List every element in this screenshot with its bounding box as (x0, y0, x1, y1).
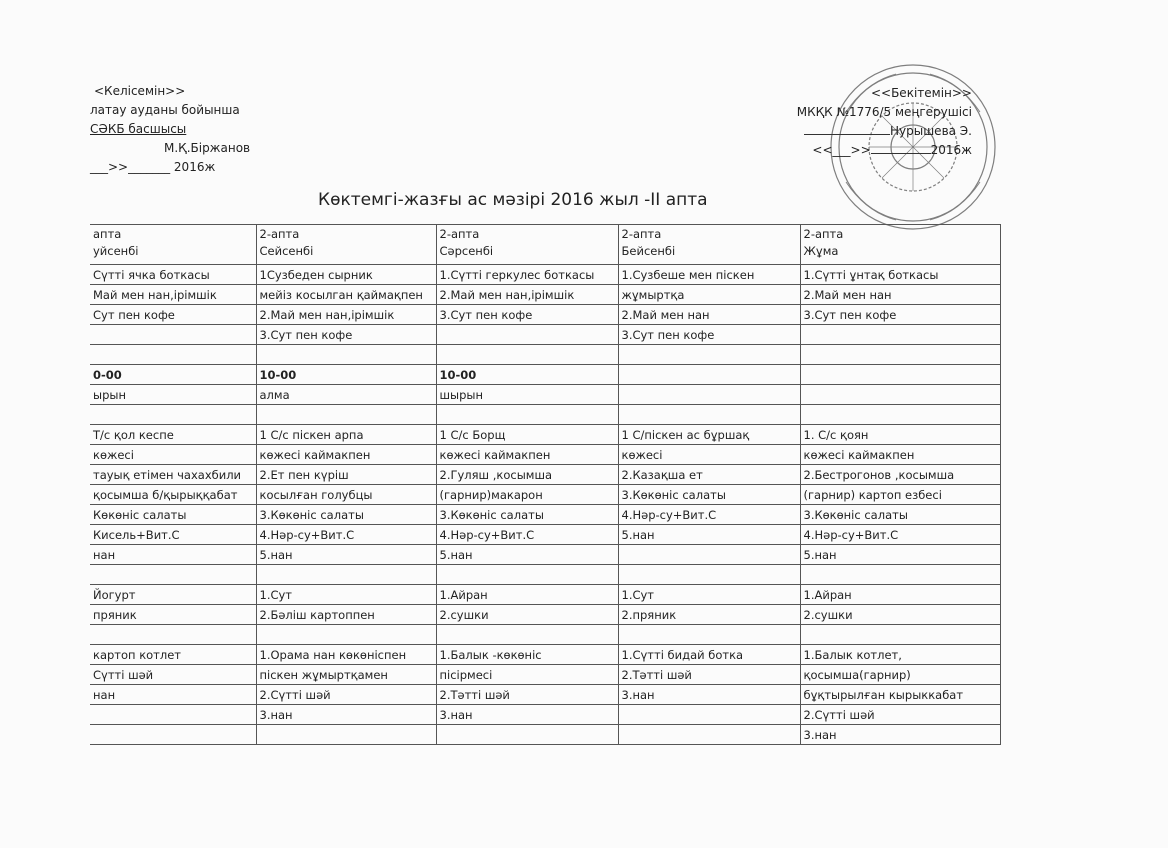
table-cell (90, 565, 256, 585)
table-cell: 2.Май мен нан,ірімшік (256, 305, 436, 325)
table-cell: 3.нан (256, 705, 436, 725)
table-cell: жұмыртқа (618, 285, 800, 305)
table-row (90, 505, 1000, 525)
table-cell: 3.нан (800, 725, 1000, 745)
table-row (90, 685, 1000, 705)
approval-right-date (776, 141, 972, 160)
week-label: апта (93, 227, 122, 241)
table-cell: 1.Сузбеше мен піскен (618, 265, 800, 285)
table-cell (256, 625, 436, 645)
week-label: 2-апта (803, 227, 844, 241)
table-cell: 1 С/піскен ас бұршақ (618, 425, 800, 445)
approval-right-signatory: Нурышева Э. (889, 124, 972, 138)
table-cell: алма (256, 385, 436, 405)
table-cell (256, 345, 436, 365)
table-row (90, 265, 1000, 285)
table-row (90, 305, 1000, 325)
table-cell: 2.Тәтті шәй (618, 665, 800, 685)
table-cell: 1.Балык котлет, (800, 645, 1000, 665)
table-cell: 10-00 (256, 365, 436, 385)
table-cell: 1Сузбеден сырник (256, 265, 436, 285)
table-row (90, 625, 1000, 645)
day-label: Сейсенбі (259, 244, 314, 258)
table-cell: 1. С/с қоян (800, 425, 1000, 445)
column-header (256, 225, 436, 265)
table-row (90, 605, 1000, 625)
table-cell: Май мен нан,ірімшік (90, 285, 256, 305)
table-cell: 4.Нәр-су+Вит.С (436, 525, 618, 545)
column-header (618, 225, 800, 265)
table-cell: 1 С/с піскен арпа (256, 425, 436, 445)
table-cell: 2.пряник (618, 605, 800, 625)
table-cell: 3.Сут пен кофе (800, 305, 1000, 325)
table-cell: 1.Сут (256, 585, 436, 605)
menu-table-body (90, 225, 1000, 745)
table-cell: көжесі (618, 445, 800, 465)
table-row (90, 445, 1000, 465)
table-row (90, 285, 1000, 305)
table-cell: 1.Сүтті бидай ботка (618, 645, 800, 665)
day-label: Жұма (803, 244, 839, 258)
approval-right-line-1: <<Бекітемін>> (870, 86, 972, 100)
table-cell: 2.сушки (800, 605, 1000, 625)
table-cell: 2.Ет пен күріш (256, 465, 436, 485)
table-header-row (90, 225, 1000, 265)
table-cell (618, 625, 800, 645)
table-cell: 1.Балык -көкөніс (436, 645, 618, 665)
table-row (90, 345, 1000, 365)
table-cell: пряник (90, 605, 256, 625)
table-cell (90, 725, 256, 745)
table-cell: косылған голубцы (256, 485, 436, 505)
table-cell: 3.Сут пен кофе (436, 305, 618, 325)
document-title: Көктемгі-жазғы ас мәзірі 2016 жыл -ІІ апта (318, 190, 708, 210)
table-cell: 4.Нәр-су+Вит.С (618, 505, 800, 525)
table-cell: Көкөніс салаты (90, 505, 256, 525)
table-cell: Кисель+Вит.С (90, 525, 256, 545)
table-cell: 5.нан (436, 545, 618, 565)
table-cell: 1.Сүтті геркулес боткасы (436, 265, 618, 285)
table-cell: 2.Бәліш картоппен (256, 605, 436, 625)
table-cell: нан (90, 685, 256, 705)
table-cell (800, 405, 1000, 425)
table-cell: бұқтырылған кырыккабат (800, 685, 1000, 705)
week-label: 2-апта (439, 227, 480, 241)
week-label: 2-апта (259, 227, 300, 241)
table-cell: 5.нан (256, 545, 436, 565)
table-cell: Т/с қол кеспе (90, 425, 256, 445)
table-row (90, 525, 1000, 545)
table-row (90, 365, 1000, 385)
table-cell: 3.Сут пен кофе (256, 325, 436, 345)
column-header (800, 225, 1000, 265)
table-cell: 1.Айран (436, 585, 618, 605)
approval-block-left (90, 82, 250, 177)
table-cell: қосымша б/қырыққабат (90, 485, 256, 505)
table-cell: картоп котлет (90, 645, 256, 665)
table-cell (618, 405, 800, 425)
table-cell: 4.Нәр-су+Вит.С (256, 525, 436, 545)
table-cell: 3.нан (436, 705, 618, 725)
table-cell: қосымша(гарнир) (800, 665, 1000, 685)
table-cell: Сүтті шәй (90, 665, 256, 685)
table-cell (800, 345, 1000, 365)
menu-table (90, 224, 1001, 745)
table-cell: 5.нан (618, 525, 800, 545)
table-cell: көжесі (90, 445, 256, 465)
table-cell: 2.Тәтті шәй (436, 685, 618, 705)
table-cell: көжесі каймакпен (256, 445, 436, 465)
day-label: Бейсенбі (621, 244, 676, 258)
table-cell: көжесі каймакпен (436, 445, 618, 465)
table-row (90, 565, 1000, 585)
approval-left-line-2: латау ауданы бойынша (90, 103, 240, 117)
table-cell (256, 725, 436, 745)
table-cell (618, 565, 800, 585)
table-cell: 1 С/с Борщ (436, 425, 618, 445)
table-cell: 5.нан (800, 545, 1000, 565)
table-cell: мейіз косылган қаймақпен (256, 285, 436, 305)
table-row (90, 705, 1000, 725)
table-row (90, 465, 1000, 485)
approval-left-signatory: М.Қ.Біржанов (164, 141, 251, 155)
table-row (90, 485, 1000, 505)
table-cell: 2.Май мен нан (800, 285, 1000, 305)
date-month-line (871, 142, 931, 154)
table-cell (618, 385, 800, 405)
approval-left-line-3: СӘКБ басшысы (90, 122, 187, 136)
table-row (90, 585, 1000, 605)
approval-right-date-day: <<___>> (812, 143, 871, 157)
table-cell: 10-00 (436, 365, 618, 385)
table-cell (90, 405, 256, 425)
table-cell (436, 565, 618, 585)
table-row (90, 405, 1000, 425)
table-cell: тауық етімен чахахбили (90, 465, 256, 485)
table-cell: 3.Сут пен кофе (618, 325, 800, 345)
table-cell (436, 345, 618, 365)
table-cell: 3.Көкөніс салаты (256, 505, 436, 525)
table-cell: шырын (436, 385, 618, 405)
table-cell: 1.Сүтті ұнтақ боткасы (800, 265, 1000, 285)
table-cell: ырын (90, 385, 256, 405)
table-cell: Сут пен кофе (90, 305, 256, 325)
day-label: уйсенбі (93, 244, 139, 258)
signature-line (804, 123, 890, 135)
table-cell (256, 405, 436, 425)
table-cell: 2.сушки (436, 605, 618, 625)
table-cell: Сүтті ячка боткасы (90, 265, 256, 285)
table-cell (618, 725, 800, 745)
table-cell: 2.Сүтті шәй (800, 705, 1000, 725)
approval-right-line-2: МКҚК №1776/5 меңгерушісі (796, 105, 972, 119)
table-cell: (гарнир) картоп езбесі (800, 485, 1000, 505)
table-row (90, 425, 1000, 445)
table-cell: 0-00 (90, 365, 256, 385)
table-cell: 1.Сут (618, 585, 800, 605)
table-cell: 2.Казақша ет (618, 465, 800, 485)
table-cell (90, 705, 256, 725)
table-cell: Йогурт (90, 585, 256, 605)
table-cell: 2.Бестрогонов ,косымша (800, 465, 1000, 485)
table-cell (800, 565, 1000, 585)
table-cell (436, 325, 618, 345)
table-cell (436, 405, 618, 425)
table-cell: пісірмесі (436, 665, 618, 685)
table-cell: 3.Көкөніс салаты (618, 485, 800, 505)
table-cell (800, 365, 1000, 385)
table-cell (90, 325, 256, 345)
table-cell (800, 385, 1000, 405)
table-cell (800, 625, 1000, 645)
approval-right-date-year: 2016ж (930, 143, 972, 157)
table-cell: нан (90, 545, 256, 565)
table-cell (90, 625, 256, 645)
table-cell: 3.Көкөніс салаты (436, 505, 618, 525)
approval-left-line-1: <Келісемін>> (94, 84, 186, 98)
table-cell: 1.Орама нан көкөніспен (256, 645, 436, 665)
table-cell: көжесі каймакпен (800, 445, 1000, 465)
column-header (436, 225, 618, 265)
table-row (90, 545, 1000, 565)
table-row (90, 725, 1000, 745)
day-label: Сәрсенбі (439, 244, 494, 258)
table-cell (618, 345, 800, 365)
table-cell (618, 705, 800, 725)
table-cell (618, 545, 800, 565)
table-cell (800, 325, 1000, 345)
table-cell: піскен жұмыртқамен (256, 665, 436, 685)
table-row (90, 385, 1000, 405)
table-cell: 2.Гуляш ,косымша (436, 465, 618, 485)
week-label: 2-апта (621, 227, 662, 241)
table-cell (90, 345, 256, 365)
table-cell: 1.Айран (800, 585, 1000, 605)
table-cell: 3.Көкөніс салаты (800, 505, 1000, 525)
approval-right-line-3 (776, 122, 972, 141)
approval-left-date: ___>>_______ 2016ж (90, 160, 216, 174)
approval-block-right (776, 84, 972, 160)
table-row (90, 665, 1000, 685)
table-row (90, 325, 1000, 345)
table-cell: 2.Сүтті шәй (256, 685, 436, 705)
table-cell (256, 565, 436, 585)
table-cell: 2.Май мен нан,ірімшік (436, 285, 618, 305)
table-cell: 3.нан (618, 685, 800, 705)
table-cell: 2.Май мен нан (618, 305, 800, 325)
table-cell (618, 365, 800, 385)
table-row (90, 645, 1000, 665)
table-cell: 4.Нәр-су+Вит.С (800, 525, 1000, 545)
table-cell (436, 625, 618, 645)
table-cell: (гарнир)макарон (436, 485, 618, 505)
column-header (90, 225, 256, 265)
table-cell (436, 725, 618, 745)
